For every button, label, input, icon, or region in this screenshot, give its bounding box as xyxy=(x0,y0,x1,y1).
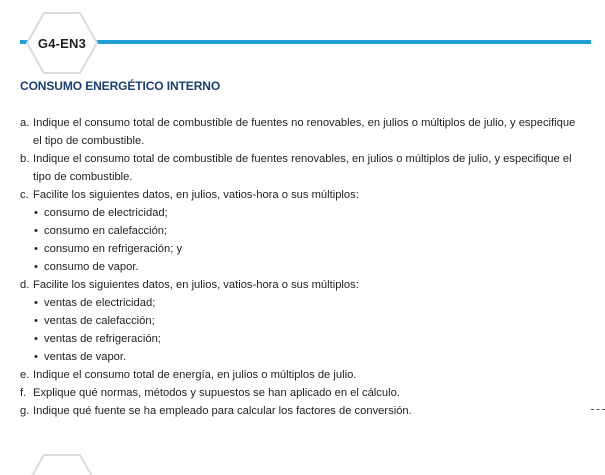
bullet-dot: • xyxy=(34,333,38,345)
sub-bullet xyxy=(20,294,600,312)
requirements-list xyxy=(20,114,600,420)
item-text: Indique el consumo total de energía, en julios o múltiplos de julio. xyxy=(33,369,357,381)
item-label: d. xyxy=(20,279,30,291)
item-text: Facilite los siguientes datos, en julios, vatios-hora o sus múltiplos: xyxy=(33,279,359,291)
bullet-dot: • xyxy=(34,315,38,327)
item-text: Explique qué normas, métodos y supuestos se han aplicado en el cálculo. xyxy=(33,387,400,399)
list-item-c xyxy=(20,186,600,204)
list-item-e xyxy=(20,366,600,384)
sub-bullet xyxy=(20,222,600,240)
sub-bullet-text: ventas de vapor. xyxy=(44,351,127,363)
sub-bullet xyxy=(20,330,600,348)
sub-bullet xyxy=(20,348,600,366)
item-label: e. xyxy=(20,369,30,381)
sub-bullet xyxy=(20,240,600,258)
sub-bullet-text: ventas de electricidad; xyxy=(44,297,156,309)
item-text-cont: tipo de combustible. xyxy=(33,171,133,183)
item-label: a. xyxy=(20,117,30,129)
bullet-dot: • xyxy=(34,243,38,255)
header-accent-bar xyxy=(20,40,591,44)
list-item-f xyxy=(20,384,600,402)
list-item-g xyxy=(20,402,600,420)
list-item-d xyxy=(20,276,600,294)
sub-bullet-text: ventas de calefacción; xyxy=(44,315,155,327)
section-title: CONSUMO ENERGÉTICO INTERNO xyxy=(20,79,221,93)
edge-dash-mark xyxy=(591,409,605,410)
sub-bullet xyxy=(20,312,600,330)
bullet-dot: • xyxy=(34,351,38,363)
item-text: Facilite los siguientes datos, en julios, vatios-hora o sus múltiplos: xyxy=(33,189,359,201)
bullet-dot: • xyxy=(34,297,38,309)
item-label: f. xyxy=(20,387,27,399)
sub-bullet-text: consumo de electricidad; xyxy=(44,207,168,219)
bullet-dot: • xyxy=(34,207,38,219)
sub-bullet-text: consumo en refrigeración; y xyxy=(44,243,183,255)
item-label: c. xyxy=(20,189,29,201)
sub-bullet xyxy=(20,258,600,276)
item-text: Indique el consumo total de combustible de fuentes no renovables, en julios o múltiplos de julio, y especifique xyxy=(33,117,576,129)
item-label: b. xyxy=(20,153,30,165)
bullet-dot: • xyxy=(34,261,38,273)
sub-bullet xyxy=(20,204,600,222)
list-item-b xyxy=(20,150,600,186)
sub-bullet-text: ventas de refrigeración; xyxy=(44,333,161,345)
footer-hexagon xyxy=(27,455,97,475)
indicator-code: G4-EN3 xyxy=(37,36,87,51)
item-text: Indique qué fuente se ha empleado para calcular los factores de conversión. xyxy=(33,405,412,417)
item-text: Indique el consumo total de combustible de fuentes renovables, en julios o múltiplos de julio, y especifique el xyxy=(33,153,572,165)
bullet-dot: • xyxy=(34,225,38,237)
item-label: g. xyxy=(20,405,30,417)
item-text-cont: el tipo de combustible. xyxy=(33,135,145,147)
list-item-a xyxy=(20,114,600,150)
sub-bullet-text: consumo de vapor. xyxy=(44,261,139,273)
sub-bullet-text: consumo en calefacción; xyxy=(44,225,168,237)
